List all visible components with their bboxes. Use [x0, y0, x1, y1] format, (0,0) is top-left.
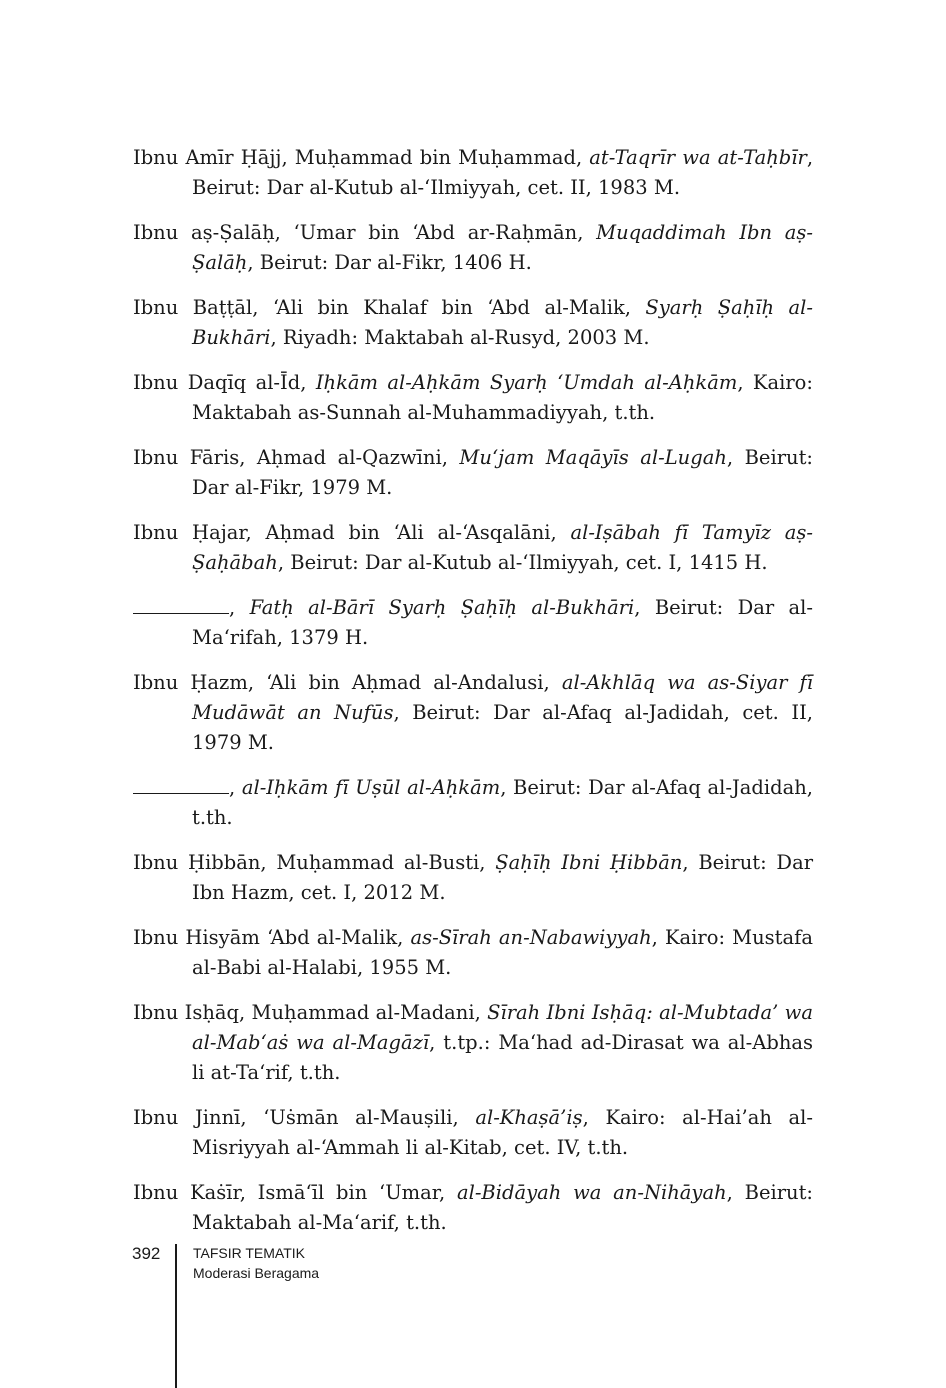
entry-title: al-Iḥkām fī Uṣūl al-Aḥkām [241, 776, 501, 799]
entry-title: Mu‘jam Maqāyīs al-Lugah [459, 446, 727, 469]
bibliography-entry [133, 443, 813, 503]
entry-author: Ibnu Amīr Ḥājj, Muḥammad bin Muḥammad, [133, 146, 590, 169]
footer-divider [175, 1244, 177, 1388]
bibliography-list [133, 143, 813, 1253]
bibliography-entry [133, 293, 813, 353]
entry-author: Ibnu Jinnī, ‘Uṡmān al-Mauṣili, [133, 1106, 476, 1129]
bibliography-entry [133, 218, 813, 278]
entry-title: Ṣaḥīḥ Ibni Ḥibbān [495, 851, 683, 874]
entry-publisher: , Kairo: al-Hai’ah al-Misriyyah al-‘Ammah li al-Kitab, cet. IV, t.th. [192, 1106, 813, 1159]
entry-title: Muqaddimah Ibn aṣ-Ṣalāḥ [192, 221, 813, 274]
entry-title: al-Iṣābah fī Tamyīz aṣ-Ṣaḥābah [192, 521, 813, 574]
entry-title: at-Taqrīr wa at-Taḥbīr [589, 146, 807, 169]
bibliography-entry: , al-Iḥkām fī Uṣūl al-Aḥkām, Beirut: Dar al-Afaq al-Jadidah, t.th. [133, 773, 813, 833]
entry-title: Fatḥ al-Bārī Syarḥ Ṣaḥīḥ al-Bukhāri [249, 596, 635, 619]
bibliography-entry [133, 923, 813, 983]
entry-publisher: , Beirut: Dar al-Fikr, 1979 M. [192, 446, 813, 499]
bibliography-entry [133, 998, 813, 1088]
entry-publisher: , Kairo: Mustafa al-Babi al-Halabi, 1955 M. [192, 926, 813, 979]
entry-publisher: , Kairo: Maktabah as-Sunnah al-Muhammadiyyah, t.th. [192, 371, 813, 424]
entry-author: Ibnu aṣ-Ṣalāḥ, ‘Umar bin ‘Abd ar-Raḥmān, [133, 221, 597, 244]
bibliography-entry [133, 668, 813, 758]
entry-author: Ibnu Ḥibbān, Muḥammad al-Busti, [133, 851, 496, 874]
entry-author: Ibnu Baṭṭāl, ‘Ali bin Khalaf bin ‘Abd al-Malik, [133, 296, 646, 319]
entry-title: al-Khaṣā’iṣ [475, 1106, 583, 1129]
entry-author: Ibnu Kaṡīr, Ismā‘īl bin ‘Umar, [133, 1181, 457, 1204]
bibliography-entry [133, 848, 813, 908]
page-footer [0, 1240, 946, 1388]
book-title: TAFSIR TEMATIK [193, 1245, 306, 1261]
entry-title: al-Bidāyah wa an-Nihāyah [456, 1181, 727, 1204]
entry-title: al-Akhlāq wa as-Siyar fī Mudāwāt an Nufūs [192, 671, 813, 724]
entry-title: Sīrah Ibni Isḥāq: al-Mubtada’ wa al-Mab‘aṡ wa al-Magāzī [192, 1001, 813, 1054]
entry-author: Ibnu Isḥāq, Muḥammad al-Madani, [133, 1001, 488, 1024]
entry-title: Syarḥ Ṣaḥīḥ al-Bukhāri [192, 296, 813, 349]
bibliography-entry [133, 1178, 813, 1238]
same-author-dash [133, 593, 229, 614]
running-title [193, 1243, 319, 1283]
entry-author: Ibnu Fāris, Aḥmad al-Qazwīni, [133, 446, 460, 469]
entry-author: Ibnu Daqīq al-Īd, [133, 371, 316, 394]
entry-publisher: , Beirut: Dar al-Kutub al-‘Ilmiyyah, cet. II, 1983 M. [192, 146, 814, 199]
entry-publisher: , Beirut: Dar al-Kutub al-‘Ilmiyyah, cet. I, 1415 H. [277, 551, 768, 574]
entry-publisher: , Beirut: Dar Ibn Hazm, cet. I, 2012 M. [192, 851, 814, 904]
page-number: 392 [132, 1244, 161, 1263]
entry-author: Ibnu Ḥazm, ‘Ali bin Aḥmad al-Andalusi, [133, 671, 562, 694]
bibliography-entry [133, 368, 813, 428]
entry-publisher: , Beirut: Dar al-Fikr, 1406 H. [247, 251, 532, 274]
bibliography-entry: , Fatḥ al-Bārī Syarḥ Ṣaḥīḥ al-Bukhāri, Beirut: Dar al-Ma‘rifah, 1379 H. [133, 593, 813, 653]
bibliography-entry [133, 518, 813, 578]
entry-publisher: , Beirut: Maktabah al-Ma‘arif, t.th. [192, 1181, 814, 1234]
entry-publisher: , Beirut: Dar al-Afaq al-Jadidah, cet. II, 1979 M. [192, 701, 813, 754]
entry-author: Ibnu Hisyām ‘Abd al-Malik, [133, 926, 411, 949]
bibliography-entry [133, 1103, 813, 1163]
entry-title: as-Sīrah an-Nabawiyyah [410, 926, 652, 949]
entry-publisher: , Beirut: Dar al-Afaq al-Jadidah, t.th. [192, 776, 813, 829]
entry-publisher: , Riyadh: Maktabah al-Rusyd, 2003 M. [270, 326, 650, 349]
book-subtitle: Moderasi Beragama [193, 1265, 320, 1281]
same-author-dash [133, 773, 229, 794]
entry-publisher: , t.tp.: Ma‘had ad-Dirasat wa al-Abhas li at-Ta‘rif, t.th. [192, 1031, 814, 1084]
entry-publisher: , Beirut: Dar al-Ma‘rifah, 1379 H. [192, 596, 813, 649]
entry-author: Ibnu Ḥajar, Aḥmad bin ‘Ali al-‘Asqalāni, [133, 521, 571, 544]
entry-title: Iḥkām al-Aḥkām Syarḥ ‘Umdah al-Aḥkām [315, 371, 738, 394]
bibliography-entry [133, 143, 813, 203]
